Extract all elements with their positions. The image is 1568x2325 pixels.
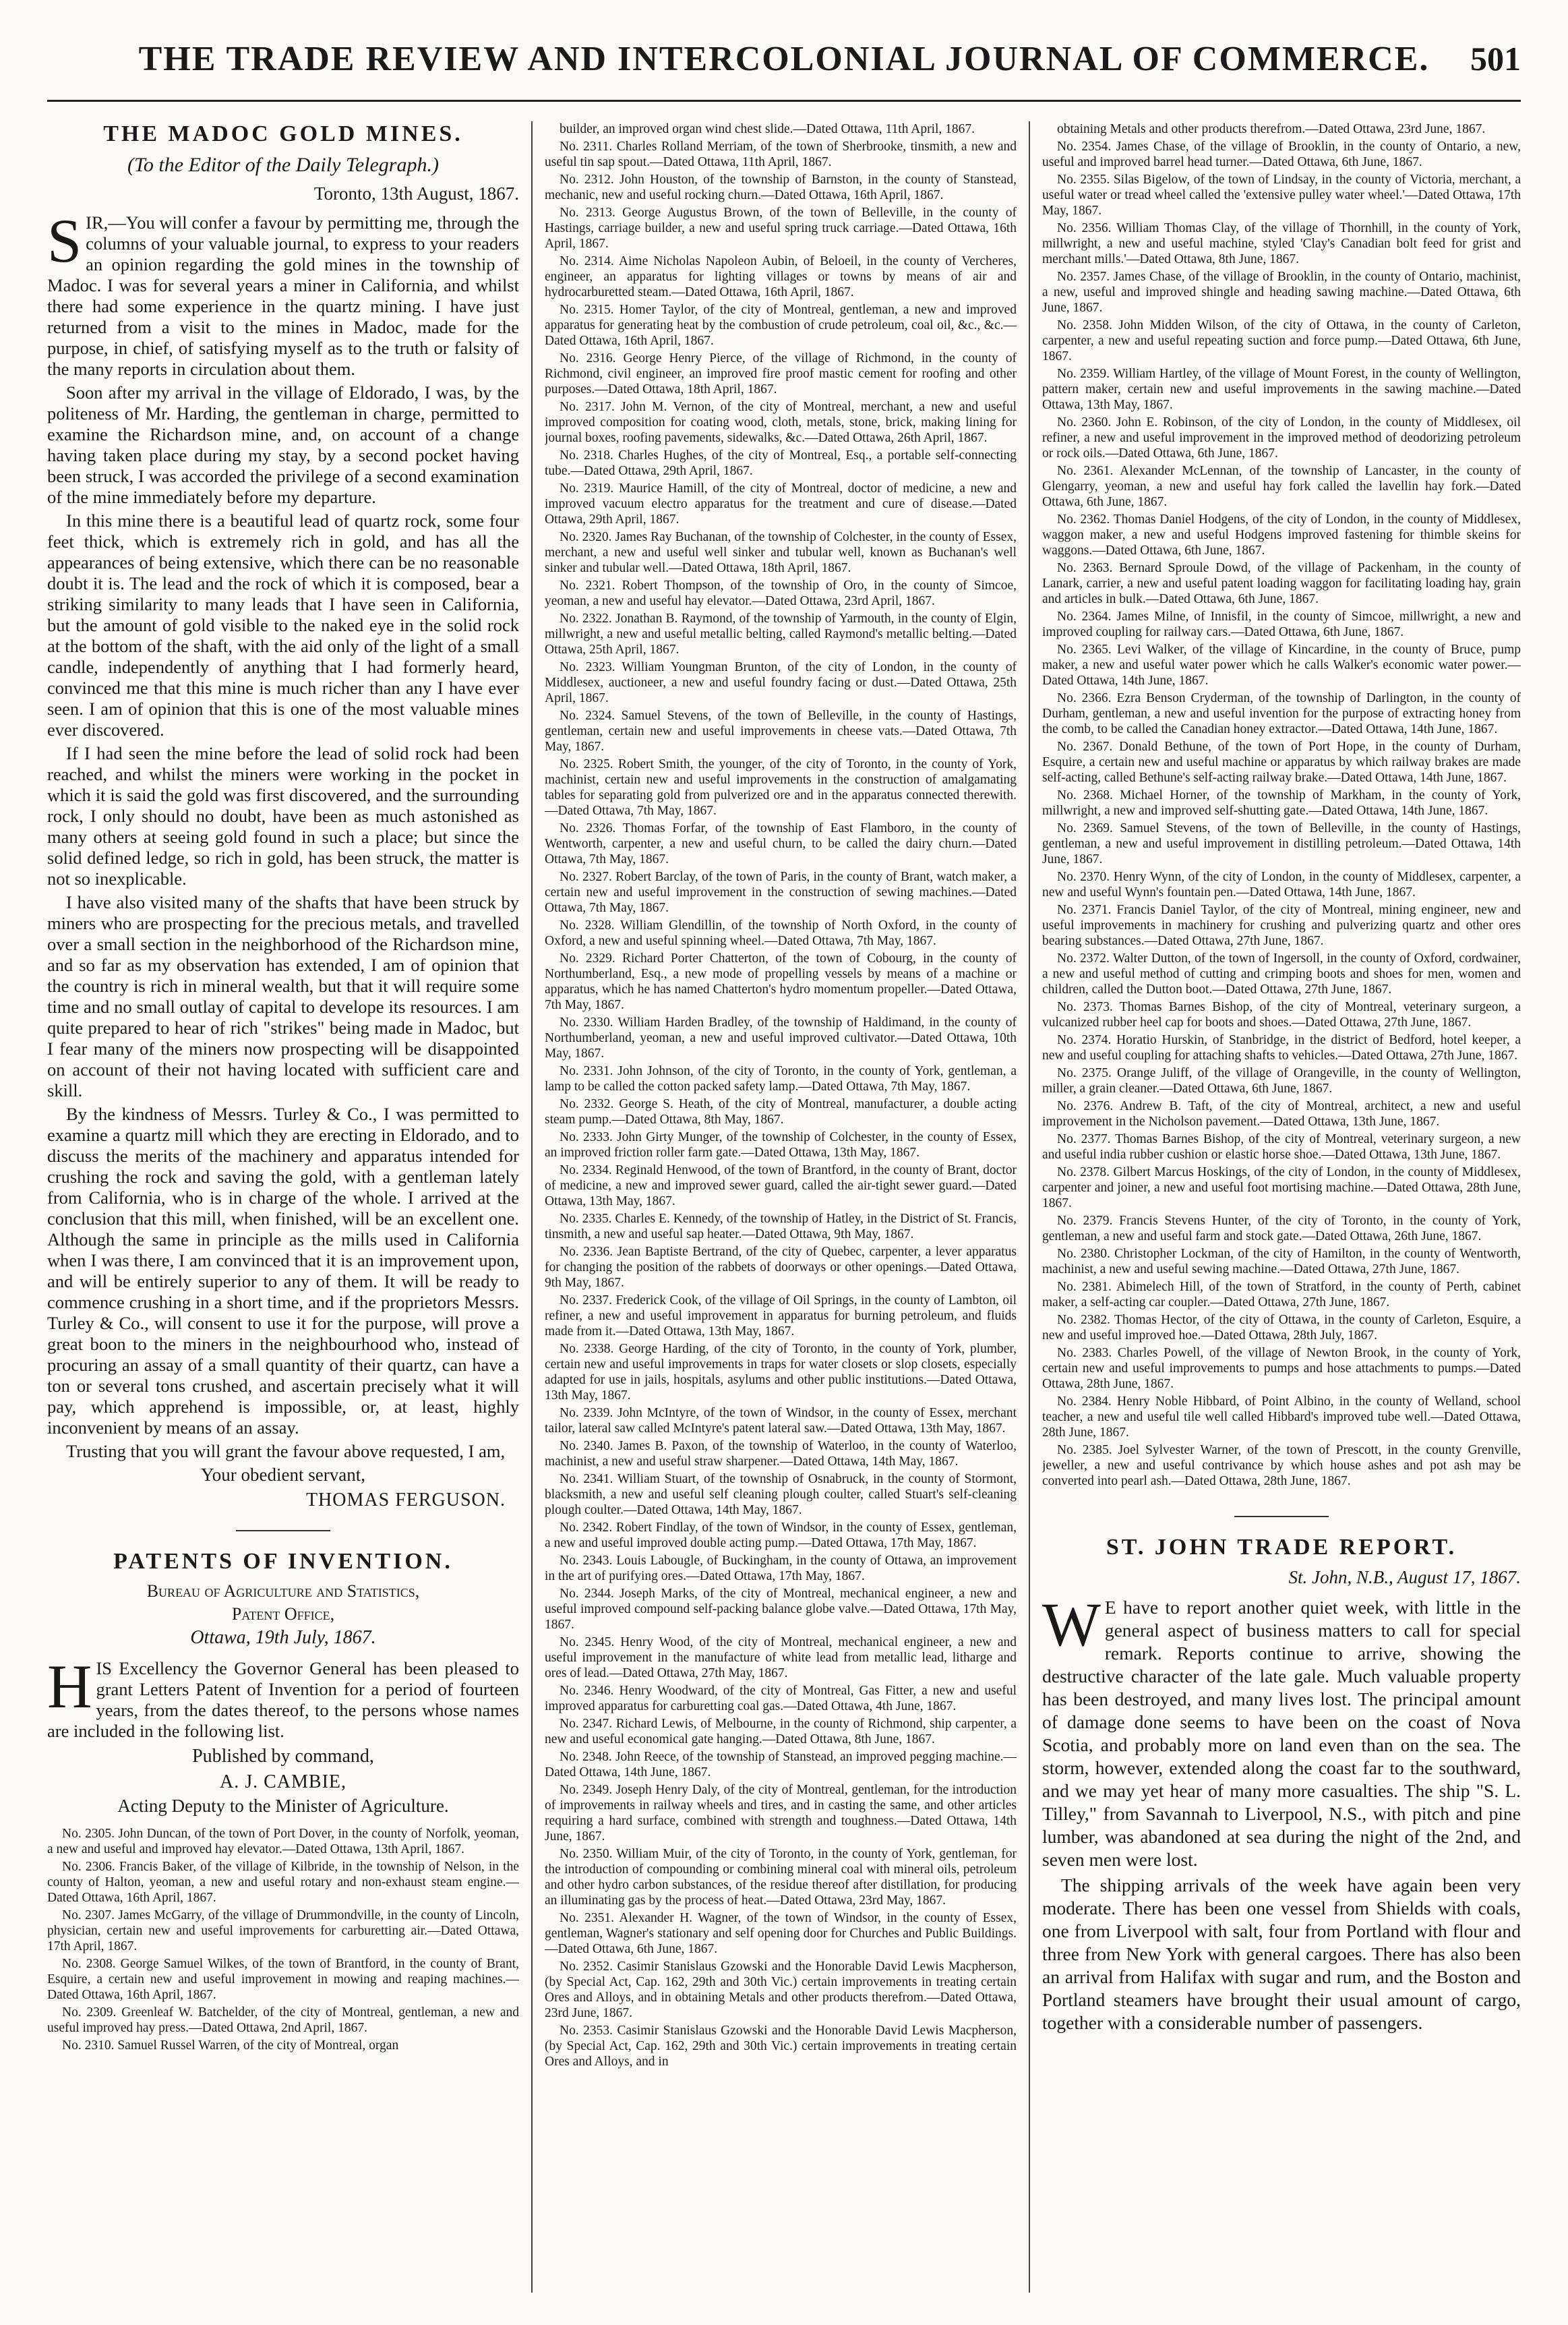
column-rule-1 (531, 121, 533, 2293)
patent-entry: No. 2372. Walter Dutton, of the town of Ingersoll, in the county of Oxford, cordwainer, a new and useful method of cutting and crimping boots and shoes for men, women and children, called the Dutton boot.—Dated Ottawa, 27th June, 1867. (1042, 951, 1521, 997)
section-divider (1234, 1516, 1329, 1517)
patents-published-by: Published by command, (192, 1746, 374, 1767)
stjohn-paragraph-1: W E have to report another quiet week, with little in the general aspect of business matters to call for special remark. Reports continue to arrive, showing the destructive character of the late gale. Much valuable property has been destroyed, and many lives lost. The principal amount of damage done seems to have been on the coast of Nova Scotia, and probably more on land even than on the sea. The storm, however, extended along the coast far to the southward, and we may yet hear of many more casualties. The ship "S. L. Tilley," from Savannah to Liverpool, N.S., with pitch and pine lumber, was abandoned at sea during the night of the 2nd, and seven men were lost. (1042, 1590, 1521, 1870)
patent-entry: No. 2385. Joel Sylvester Warner, of the town of Prescott, in the county Grenville, jeweller, a new and useful contrivance by which house ashes and pot ash may be converted into pearl ash.—Dated Ottawa, 28th June, 1867. (1042, 1443, 1521, 1488)
patent-entry: No. 2368. Michael Horner, of the township of Markham, in the county of York, millwright, a new and improved self-shutting gate.—Dated Ottawa, 14th June, 1867. (1042, 788, 1521, 818)
patent-entry: No. 2346. Henry Woodward, of the city of Montreal, Gas Fitter, a new and useful improved apparatus for carburetting coal gas.—Dated Ottawa, 4th June, 1867. (545, 1684, 1017, 1713)
madoc-closing: Your obedient servant, (201, 1465, 365, 1485)
patent-entry: No. 2342. Robert Findlay, of the town of Windsor, in the county of Essex, gentleman, a new and useful improved double acting pump.—Dated Ottawa, 17th May, 1867. (545, 1521, 1017, 1550)
patents-office: Patent Office, (231, 1604, 335, 1624)
stjohn-dateline: St. John, N.B., August 17, 1867. (1288, 1567, 1521, 1587)
patent-entry: No. 2379. Francis Stevens Hunter, of the city of Toronto, in the county of York, gentleman, a new and useful farm and stock gate.—Dated Ottawa, 26th June, 1867. (1042, 1214, 1521, 1243)
patents-official-name: A. J. CAMBIE, (219, 1771, 346, 1792)
madoc-paragraph-4: If I had seen the mine before the lead of solid rock had been reached, and whilst the miners were working in the pocket in which it is said the gold was first discovered, and the surrounding rock, I only should no doubt, have been as much astonished as many others at seeing gold found in such a place; but since the solid defined ledge, so rich in gold, has been struck, the matter is not so inexplicable. (47, 743, 519, 889)
patent-entry: No. 2312. John Houston, of the township of Barnston, in the county of Stanstead, mechanic, new and useful rocking churn.—Dated Ottawa, 16th April, 1867. (545, 173, 1017, 202)
patents-drop-cap: H (47, 1652, 92, 1721)
patent-list-col3 (1042, 121, 1521, 1489)
patent-entry: No. 2359. William Hartley, of the village of Mount Forest, in the county of Wellington, pattern maker, certain new and useful improvements in the sawing machine.—Dated Ottawa, 13th May, 1867. (1042, 367, 1521, 412)
patent-entry: No. 2327. Robert Barclay, of the town of Paris, in the county of Brant, watch maker, a certain new and useful improvement in the construction of sewing machines.—Dated Ottawa, 7th May, 1867. (545, 870, 1017, 915)
patent-entry: No. 2364. James Milne, of Innisfil, in the county of Simcoe, millwright, a new and improved coupling for railway cars.—Dated Ottawa, 6th June, 1867. (1042, 610, 1521, 639)
patent-list-col1 (47, 1826, 519, 2053)
column-rule-2 (1029, 121, 1030, 2293)
patent-entry: No. 2315. Homer Taylor, of the city of Montreal, gentleman, a new and improved apparatus for generating heat by the combustion of crude petroleum, coal oil, &c., &c.—Dated Ottawa, 16th April, 1867. (545, 303, 1017, 348)
patent-entry: No. 2334. Reginald Henwood, of the town of Brantford, in the county of Brant, doctor of medicine, a new and improved sewer guard, called the air-tight sewer guard.—Dated Ottawa, 13th May, 1867. (545, 1163, 1017, 1208)
patent-entry: No. 2365. Levi Walker, of the village of Kincardine, in the county of Bruce, pump maker, a new and useful water power which he calls Walker's economic water power.—Dated Ottawa, 14th June, 1867. (1042, 643, 1521, 688)
patent-entry: No. 2374. Horatio Hurskin, of Stanbridge, in the district of Bedford, hotel keeper, a new and useful coupling for attaching shafts to vehicles.—Dated Ottawa, 27th June, 1867. (1042, 1033, 1521, 1063)
patent-entry: No. 2320. James Ray Buchanan, of the township of Colchester, in the county of Essex, merchant, a new and useful well sinker and tubular well, known as Buchanan's well sinker and tubular well.—Dated Ottawa, 18th April, 1867. (545, 530, 1017, 575)
patent-entry: No. 2307. James McGarry, of the village of Drummondville, in the county of Lincoln, physician, certain new and useful improvements for carburetting air.—Dated Ottawa, 17th April, 1867. (47, 1908, 519, 1953)
patent-entry: No. 2353. Casimir Stanislaus Gzowski and the Honorable David Lewis Macpherson, (by Special Act, Cap. 162, 29th and 30th Vic.) certain improvements in treating certain Ores and Alloys, and in (545, 2024, 1017, 2069)
patent-entry: obtaining Metals and other products therefrom.—Dated Ottawa, 23rd June, 1867. (1057, 122, 1486, 136)
patent-entry: No. 2345. Henry Wood, of the city of Montreal, mechanical engineer, a new and useful improvement in the manufacture of white lead from metallic lead, litharge and ores of lead.—Dated Ottawa, 27th May, 1867. (545, 1635, 1017, 1680)
patent-entry: No. 2361. Alexander McLennan, of the township of Lancaster, in the county of Glengarry, yeoman, a new and useful hay fork called the lavellin hay fork.—Dated Ottawa, 6th June, 1867. (1042, 464, 1521, 509)
patent-entry: No. 2330. William Harden Bradley, of the township of Haldimand, in the county of Northumberland, yeoman, a new and useful improved cultivator.—Dated Ottawa, 10th May, 1867. (545, 1016, 1017, 1061)
column-1 (47, 121, 519, 2293)
patent-entry: No. 2344. Joseph Marks, of the city of Montreal, mechanical engineer, a new and useful improved compound self-packing balance globe valve.—Dated Ottawa, 17th May, 1867. (545, 1587, 1017, 1632)
madoc-paragraph-7: Trusting that you will grant the favour above requested, I am, (66, 1441, 506, 1461)
patent-entry: No. 2313. George Augustus Brown, of the town of Belleville, in the county of Hastings, carriage builder, a new and useful spring truck carriage.—Dated Ottawa, 16th April, 1867. (545, 206, 1017, 251)
patent-entry: No. 2373. Thomas Barnes Bishop, of the city of Montreal, veterinary surgeon, a vulcanized rubber heel cap for boots and shoes.—Dated Ottawa, 27th June, 1867. (1042, 1000, 1521, 1030)
patent-entry: No. 2337. Frederick Cook, of the village of Oil Springs, in the county of Lambton, oil refiner, a new and useful improvement in apparatus for burning petroleum, and fluids made from it.—Dated Ottawa, 13th May, 1867. (545, 1293, 1017, 1338)
patent-entry: No. 2350. William Muir, of the city of Toronto, in the county of York, gentleman, for the introduction of compounding or combining mineral coal with mineral oils, petroleum and other hydro carbon substances, of the residue thereof after distillation, for producing an illuminating gas by the process of heat.—Dated Ottawa, 23rd May, 1867. (545, 1847, 1017, 1908)
patent-entry: builder, an improved organ wind chest slide.—Dated Ottawa, 11th April, 1867. (560, 122, 975, 136)
patent-entry: No. 2306. Francis Baker, of the village of Kilbride, in the township of Nelson, in the county of Halton, yeoman, a new and useful rotary and non-exhaust steam engine.—Dated Ottawa, 16th April, 1867. (47, 1860, 519, 1905)
patent-entry: No. 2378. Gilbert Marcus Hoskings, of the city of London, in the county of Middlesex, carpenter and joiner, a new and useful foot mortising machine.—Dated Ottawa, 28th June, 1867. (1042, 1165, 1521, 1210)
patents-heading: PATENTS OF INVENTION. (113, 1549, 453, 1574)
patent-list-col2 (545, 121, 1017, 2069)
patent-entry: No. 2356. William Thomas Clay, of the village of Thornhill, in the county of York, millwright, a new and useful machine, styled 'Clay's Canadian bolt feed for grist and merchant mills.'—Dated Ottawa, 8th June, 1867. (1042, 221, 1521, 266)
patents-official-title: Acting Deputy to the Minister of Agriculture. (117, 1796, 449, 1816)
page-header (47, 26, 1521, 102)
patent-entry: No. 2354. James Chase, of the village of Brooklin, in the county of Ontario, a new, useful and improved barrel head turner.—Dated Ottawa, 6th June, 1867. (1042, 140, 1521, 169)
patent-entry: No. 2311. Charles Rolland Merriam, of the town of Sherbrooke, tinsmith, a new and useful tin sap spout.—Dated Ottawa, 11th April, 1867. (545, 140, 1017, 169)
patent-entry: No. 2384. Henry Noble Hibbard, of Point Albino, in the county of Welland, school teacher, a new and useful tile well called Hibbard's improved tube well.—Dated Ottawa, 28th June, 1867. (1042, 1394, 1521, 1440)
patent-entry: No. 2383. Charles Powell, of the village of Newton Brook, in the county of York, certain new and useful improvements to pumps and hose attachments to pumps.—Dated Ottawa, 28th June, 1867. (1042, 1346, 1521, 1391)
journal-title: THE TRADE REVIEW AND INTERCOLONIAL JOURNAL OF COMMERCE. (138, 40, 1430, 78)
patent-entry: No. 2358. John Midden Wilson, of the city of Ottawa, in the county of Carleton, carpenter, a new and useful repeating suction and force pump.—Dated Ottawa, 6th June, 1867. (1042, 318, 1521, 363)
patent-entry: No. 2333. John Girty Munger, of the township of Colchester, in the county of Essex, an improved friction roller farm gate.—Dated Ottawa, 13th May, 1867. (545, 1130, 1017, 1160)
patent-entry: No. 2348. John Reece, of the township of Stanstead, an improved pegging machine.—Dated Ottawa, 14th June, 1867. (545, 1750, 1017, 1779)
patent-entry: No. 2317. John M. Vernon, of the city of Montreal, merchant, a new and useful improved composition for coating wood, cloth, metals, stone, brick, making lining for journal boxes, roofing pavements, sidewalks, &c.—Dated Ottawa, 26th April, 1867. (545, 400, 1017, 445)
madoc-article (47, 121, 519, 1511)
patent-entry: No. 2380. Christopher Lockman, of the city of Hamilton, in the county of Wentworth, machinist, a new and useful sewing machine.—Dated Ottawa, 27th June, 1867. (1042, 1247, 1521, 1276)
stjohn-drop-cap: W (1042, 1590, 1101, 1659)
patent-entry: No. 2305. John Duncan, of the town of Port Dover, in the county of Norfolk, yeoman, a new and useful and improved hay elevator.—Dated Ottawa, 13th April, 1867. (47, 1827, 519, 1856)
patent-entry: No. 2323. William Youngman Brunton, of the city of London, in the county of Middlesex, auctioneer, a new and useful foundry facing or dust.—Dated Ottawa, 25th April, 1867. (545, 660, 1017, 705)
column-3 (1042, 121, 1521, 2293)
patent-entry: No. 2366. Ezra Benson Cryderman, of the township of Darlington, in the county of Durham, gentleman, a new and useful invention for the purpose of extracting honey from the comb, to be called the Canadian honey extractor.—Dated Ottawa, 14th June, 1867. (1042, 691, 1521, 736)
patent-entry: No. 2363. Bernard Sproule Dowd, of the village of Packenham, in the county of Lanark, carrier, a new and useful patent loading waggon for facilitating loading hay, grain and articles in bulk.—Dated Ottawa, 6th June, 1867. (1042, 561, 1521, 606)
patent-entry: No. 2316. George Henry Pierce, of the village of Richmond, in the county of Richmond, civil engineer, an improved fire proof mastic cement for roofing and other purposes.—Dated Ottawa, 18th April, 1867. (545, 351, 1017, 396)
patent-entry: No. 2352. Casimir Stanislaus Gzowski and the Honorable David Lewis Macpherson, (by Special Act, Cap. 162, 29th and 30th Vic.) certain improvements in treating certain Ores and Alloys, and in obtaining Metals and other products therefrom.—Dated Ottawa, 23rd June, 1867. (545, 1960, 1017, 2020)
patent-entry: No. 2382. Thomas Hector, of the city of Ottawa, in the county of Carleton, Esquire, a new and useful improved hoe.—Dated Ottawa, 28th July, 1867. (1042, 1313, 1521, 1343)
patent-entry: No. 2367. Donald Bethune, of the town of Port Hope, in the county of Durham, Esquire, a certain new and useful machine or apparatus by which railway brakes are made self-acting, called Bethune's self-acting railway brake.—Dated Ottawa, 14th June, 1867. (1042, 740, 1521, 785)
patent-entry: No. 2336. Jean Baptiste Bertrand, of the city of Quebec, carpenter, a lever apparatus for changing the position of the rabbets of doorways or other openings.—Dated Ottawa, 9th May, 1867. (545, 1245, 1017, 1290)
page-number: 501 (1470, 40, 1521, 78)
madoc-paragraph-2: Soon after my arrival in the village of Eldorado, I was, by the politeness of Mr. Harding, the gentleman in charge, permitted to examine the Richardson mine, and, on account of a change having taken place during my stay, by a second pocket having been struck, I was accorded the privilege of a second examination of the mine immediately before my departure. (47, 382, 519, 507)
patents-article (47, 1549, 519, 2053)
patent-entry: No. 2341. William Stuart, of the township of Osnabruck, in the county of Stormont, blacksmith, a new and useful self cleaning plough coulter, called Stuart's self-cleaning plough coulter.—Dated Ottawa, 14th May, 1867. (545, 1472, 1017, 1517)
madoc-dateline: Toronto, 13th August, 1867. (313, 183, 519, 204)
patent-entry: No. 2355. Silas Bigelow, of the town of Lindsay, in the county of Victoria, merchant, a useful water or tread wheel called the 'extensive pulley water wheel.'—Dated Ottawa, 17th May, 1867. (1042, 173, 1521, 218)
patent-entry: No. 2371. Francis Daniel Taylor, of the city of Montreal, mining engineer, new and useful improvements in machinery for crushing and pulverizing quartz and other ores bearing substances.—Dated Ottawa, 27th June, 1867. (1042, 903, 1521, 948)
patent-entry: No. 2357. James Chase, of the village of Brooklin, in the county of Ontario, machinist, a new, useful and improved shingle and heading sawing machine.—Dated Ottawa, 6th June, 1867. (1042, 270, 1521, 315)
patent-entry: No. 2319. Maurice Hamill, of the city of Montreal, doctor of medicine, a new and improved vacuum electro apparatus for the treatment and cure of disease.—Dated Ottawa, 29th April, 1867. (545, 481, 1017, 527)
patent-entry: No. 2343. Louis Labougle, of Buckingham, in the county of Ottawa, an improvement in the art of purifying ores.—Dated Ottawa, 17th May, 1867. (545, 1554, 1017, 1583)
madoc-paragraph-6: By the kindness of Messrs. Turley & Co., I was permitted to examine a quartz mill which they are erecting in Eldorado, and to discuss the merits of the machinery and apparatus intended for crushing the rock and saving the gold, with a gentleman lately from California, who is in charge of the whole. I arrived at the conclusion that this mill, when finished, will be an excellent one. Although the same in principle as the mills used in California when I was there, I am convinced that it is an improvement upon, and will be entirely superior to any of them. It will be ready to commence crushing in a short time, and if the proprietors Messrs. Turley & Co., will consent to use it for the purpose, will prove a great boon to the miners in the neighbourhood who, instead of procuring an assay of a small quantity of their quartz, can have a ton or several tons crushed, and ascertain precisely what it will pay, which apprehend is impossible, or, at least, highly inconvenient by means of an assay. (47, 1104, 519, 1438)
madoc-subheading: (To the Editor of the Daily Telegraph.) (127, 154, 439, 176)
patent-entry: No. 2308. George Samuel Wilkes, of the town of Brantford, in the county of Brant, Esquire, a certain new and useful improvement in mowing and reaping machines.—Dated Ottawa, 16th April, 1867. (47, 1957, 519, 2002)
patent-entry: No. 2324. Samuel Stevens, of the town of Belleville, in the county of Hastings, gentleman, certain new and useful improvements in cheese vats.—Dated Ottawa, 7th May, 1867. (545, 709, 1017, 754)
stjohn-article (1042, 1535, 1521, 2034)
patent-entry: No. 2332. George S. Heath, of the city of Montreal, manufacturer, a double acting steam pump.—Dated Ottawa, 8th May, 1867. (545, 1097, 1017, 1127)
madoc-drop-cap: S (47, 206, 82, 275)
column-2 (545, 121, 1017, 2293)
madoc-paragraph-1: SIR,—You will confer a favour by permitting me, through the columns of your valuable journal, to express to your readers an opinion regarding the gold mines in the township of Madoc. I was for several years a miner in California, and whilst there had some experience in the quartz mining. I have just returned from a visit to the mines in Madoc, made for the purpose, in chief, of satisfying myself as to the truth or falsity of the many reports in circulation about them. (47, 206, 519, 379)
patent-entry: No. 2349. Joseph Henry Daly, of the city of Montreal, gentleman, for the introduction of improvements in railway wheels and tires, and in casting the same, and other articles requiring a hard surface, combined with strength and toughness.—Dated Ottawa, 14th June, 1867. (545, 1783, 1017, 1844)
patent-entry: No. 2369. Samuel Stevens, of the town of Belleville, in the county of Hastings, gentleman, a new and useful improvement in distilling petroleum.—Dated Ottawa, 14th June, 1867. (1042, 821, 1521, 866)
patent-entry: No. 2347. Richard Lewis, of Melbourne, in the county of Richmond, ship carpenter, a new and useful economical gate hanging.—Dated Ottawa, 8th June, 1867. (545, 1717, 1017, 1746)
patent-entry: No. 2326. Thomas Forfar, of the township of East Flamboro, in the county of Wentworth, carpenter, a new and useful churn, to be called the dairy churn.—Dated Ottawa, 7th May, 1867. (545, 821, 1017, 866)
madoc-paragraph-5: I have also visited many of the shafts that have been struck by miners who are prospecting for the precious metals, and travelled over a small section in the neighborhood of the Richardson mine, and so far as my observation has extended, I am of opinion that the country is rich in mineral wealth, but that it will require some time and no small outlay of capital to develope its resources. I am quite prepared to hear of rich "strikes" being made in Madoc, but I fear many of the miners now prospecting will be disappointed on account of their not having located with sufficient care and skill. (47, 892, 519, 1100)
patent-entry: No. 2340. James B. Paxon, of the township of Waterloo, in the county of Waterloo, machinist, a new and useful straw sharpener.—Dated Ottawa, 14th May, 1867. (545, 1439, 1017, 1469)
patent-entry: No. 2310. Samuel Russel Warren, of the city of Montreal, organ (62, 2038, 399, 2053)
patent-entry: No. 2362. Thomas Daniel Hodgens, of the city of London, in the county of Middlesex, waggon maker, a new and useful Hodgens improved fastening for thimble skeins for waggons.—Dated Ottawa, 6th June, 1867. (1042, 512, 1521, 558)
patent-entry: No. 2360. John E. Robinson, of the city of London, in the county of Middlesex, oil refiner, a new and useful improvement in the improved method of deodorizing petroleum or rock oils.—Dated Ottawa, 6th June, 1867. (1042, 415, 1521, 461)
section-divider (236, 1530, 330, 1531)
patent-entry: No. 2377. Thomas Barnes Bishop, of the city of Montreal, veterinary surgeon, a new and useful india rubber cushion or elastic horse shoe.—Dated Ottawa, 13th June, 1867. (1042, 1132, 1521, 1162)
patent-entry: No. 2309. Greenleaf W. Batchelder, of the city of Montreal, gentleman, a new and useful improved hay press.—Dated Ottawa, 2nd April, 1867. (47, 2005, 519, 2035)
patent-entry: No. 2375. Orange Juliff, of the village of Orangeville, in the county of Wellington, miller, a grain cleaner.—Dated Ottawa, 6th June, 1867. (1042, 1066, 1521, 1096)
patent-entry: No. 2314. Aime Nicholas Napoleon Aubin, of Beloeil, in the county of Vercheres, engineer, an apparatus for lighting villages or towns by means of air and hydrocarburetted steam.—Dated Ottawa, 16th April, 1867. (545, 254, 1017, 299)
madoc-heading: THE MADOC GOLD MINES. (103, 121, 463, 146)
stjohn-heading: ST. JOHN TRADE REPORT. (1106, 1535, 1457, 1560)
madoc-paragraph-3: In this mine there is a beautiful lead of quartz rock, some four feet thick, which is extremely rich in gold, and has all the appearances of being extensive, which there can be no reasonable doubt it is. The lead and the rock of which it is composed, bear a striking similarity to many leads that I have seen in California, but the amount of gold visible to the naked eye in the solid rock at the bottom of the shaft, with the aid only of the light of a small candle, independently of anything that I had formerly heard, convinced me that this mine is much richer than any I have ever seen. I am of opinion that this is one of the most valuable mines ever discovered. (47, 510, 519, 740)
patent-entry: No. 2351. Alexander H. Wagner, of the town of Windsor, in the county of Essex, gentleman, Wagner's stationary and self opening door for Churches and Public Buildings.—Dated Ottawa, 6th June, 1867. (545, 1911, 1017, 1956)
madoc-signature: THOMAS FERGUSON. (305, 1490, 506, 1510)
patent-entry: No. 2331. John Johnson, of the city of Toronto, in the county of York, gentleman, a lamp to be called the cotton packed safety lamp.—Dated Ottawa, 7th May, 1867. (545, 1064, 1017, 1094)
patents-date: Ottawa, 19th July, 1867. (190, 1627, 376, 1648)
patent-entry: No. 2325. Robert Smith, the younger, of the city of Toronto, in the county of York, machinist, certain new and useful improvements in the construction of amalgamating tables for separating gold from pulverized ore and in the apparatus connected therewith.—Dated Ottawa, 7th May, 1867. (545, 757, 1017, 818)
patent-entry: No. 2328. William Glendillin, of the township of North Oxford, in the county of Oxford, a new and useful spinning wheel.—Dated Ottawa, 7th May, 1867. (545, 918, 1017, 948)
patent-entry: No. 2321. Robert Thompson, of the township of Oro, in the county of Simcoe, yeoman, a new and useful hay elevator.—Dated Ottawa, 23rd April, 1867. (545, 579, 1017, 608)
patents-intro: HIS Excellency the Governor General has been pleased to grant Letters Patent of Invention for a period of fourteen years, from the dates thereof, to the persons whose names are included in the following list. (47, 1652, 519, 1741)
patent-entry: No. 2339. John McIntyre, of the town of Windsor, in the county of Essex, merchant tailor, lateral saw called McIntyre's patent lateral saw.—Dated Ottawa, 13th May, 1867. (545, 1406, 1017, 1436)
patents-bureau: Bureau of Agriculture and Statistics, (146, 1581, 420, 1601)
patent-entry: No. 2318. Charles Hughes, of the city of Montreal, Esq., a portable self-connecting tube.—Dated Ottawa, 29th April, 1867. (545, 448, 1017, 478)
patent-entry: No. 2338. George Harding, of the city of Toronto, in the county of York, plumber, certain new and useful improvements in traps for water closets or slop closets, especially adapted for use in jails, hospitals, asylums and other public institutions.—Dated Ottawa, 13th May, 1867. (545, 1342, 1017, 1403)
patent-entry: No. 2376. Andrew B. Taft, of the city of Montreal, architect, a new and useful improvement in the Nicholson pavement.—Dated Ottawa, 13th June, 1867. (1042, 1099, 1521, 1129)
patent-entry: No. 2370. Henry Wynn, of the city of London, in the county of Middlesex, carpenter, a new and useful Wynn's fountain pen.—Dated Ottawa, 14th June, 1867. (1042, 870, 1521, 900)
stjohn-paragraph-2: The shipping arrivals of the week have again been very moderate. There has been one vessel from Shields with coals, one from Liverpool with salt, four from Portland with flour and three from New York with general cargoes. There has also been an arrival from Halifax with sugar and rum, and the Boston and Portland steamers have brought their usual amount of cargo, together with a considerable number of passengers. (1042, 1875, 1521, 2033)
patent-entry: No. 2329. Richard Porter Chatterton, of the town of Cobourg, in the county of Northumberland, Esq., a new mode of propelling vessels by means of a machine or apparatus, which he has named Chatterton's hydro momentum propeller.—Dated Ottawa, 7th May, 1867. (545, 951, 1017, 1012)
patent-entry: No. 2322. Jonathan B. Raymond, of the township of Yarmouth, in the county of Elgin, millwright, a new and useful metallic belting, called Raymond's metallic belting.—Dated Ottawa, 25th April, 1867. (545, 612, 1017, 657)
patent-entry: No. 2335. Charles E. Kennedy, of the township of Hatley, in the District of St. Francis, tinsmith, a new and useful sap heater.—Dated Ottawa, 9th May, 1867. (545, 1212, 1017, 1241)
patent-entry: No. 2381. Abimelech Hill, of the town of Stratford, in the county of Perth, cabinet maker, a self-acting car coupler.—Dated Ottawa, 27th June, 1867. (1042, 1280, 1521, 1309)
